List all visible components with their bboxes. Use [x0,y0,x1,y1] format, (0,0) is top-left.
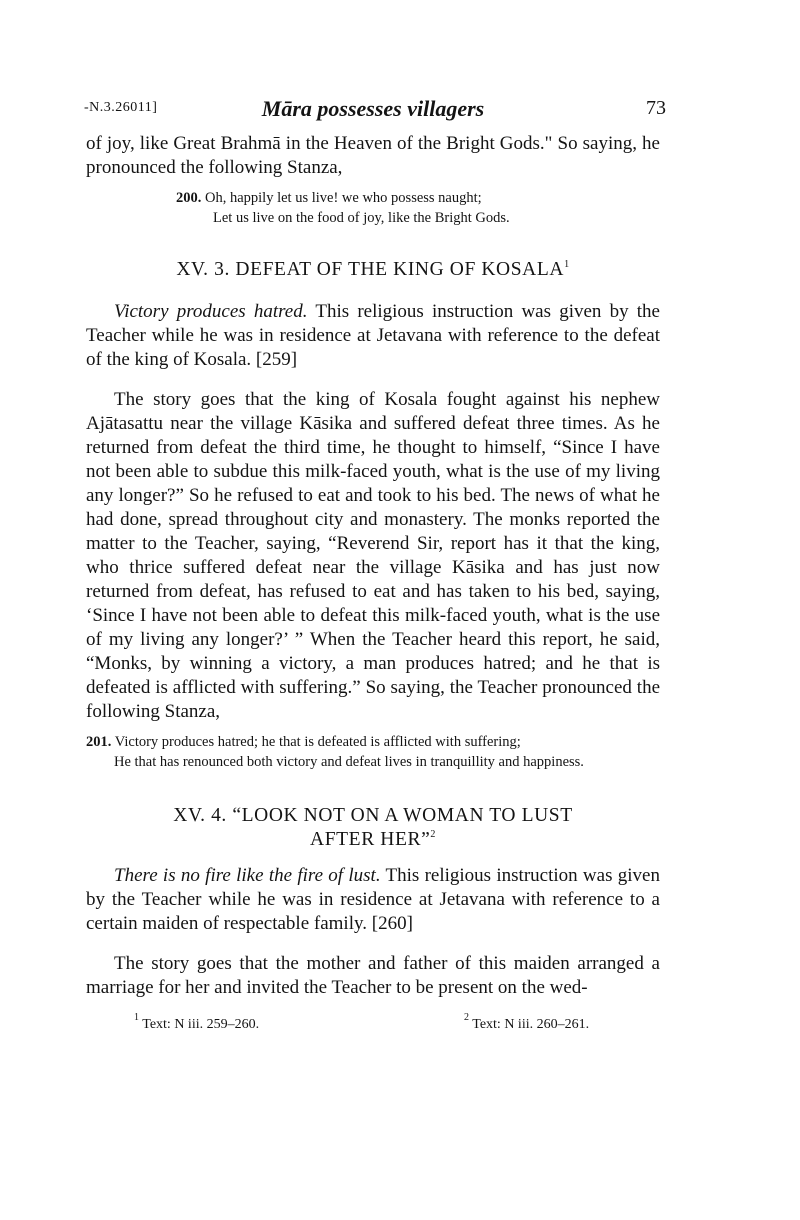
section-4-body: The story goes that the mother and father of this maiden arranged a marriage for her and invited the Teacher to be present on the wed- [86,953,660,998]
footnote-ref-1: 1 [564,259,570,270]
footnote-ref-2: 2 [430,829,436,840]
stanza-201 [86,732,666,772]
section-3-intro: Victory produces hatred. This religious instruction was given by the Teacher while he was in residence at Jetavana with reference to the defeat of the king of Kosala. [259] [86,301,660,370]
section-heading-3: XV. 3. DEFEAT OF THE KING OF KOSALA$^1$ [176,259,570,280]
section-heading-4: XV. 4. “LOOK NOT ON A WOMAN TO LUST AFTER HER”$^2$ [173,805,573,850]
footnotes [134,1012,660,1034]
page-number: 73 [646,97,666,119]
paragraph-continuation: of joy, like Great Brahmā in the Heaven of the Bright Gods." So saying, he pronounced the following Stanza, [86,133,660,178]
running-header [84,96,666,126]
stanza-200 [176,188,660,228]
footnote-1: $^1$ Text: N iii. 259–260. [134,1012,260,1032]
stanza-200-line-2: Let us live on the food of joy, like the Bright Gods. [213,210,510,226]
header-title: Māra possesses villagers [261,96,485,121]
stanza-201-line-2: He that has renounced both victory and defeat lives in tranquillity and happiness. [114,754,584,770]
stanza-200-number: 200. [176,190,202,206]
stanza-201-number: 201. [86,734,112,750]
section-3-body: The story goes that the king of Kosala fought against his nephew Ajātasattu near the village Kāsika and suffered defeat three times. As he returned from defeat the third time, he thought to himself, “Since I have not been able to subdue this milk-faced youth, what is the use of my living any longer?” So he refused to eat and took to his bed. The news of what he had done, spread throughout city and monastery. The monks reported the matter to the Teacher, saying, “Reverend Sir, report has it that the king, who thrice suffered defeat near the village Kāsika and has just now returned from defeat, has refused to eat and has taken to his bed, saying, ‘Since I have not been able to defeat this milk-faced youth, what is the use of my living any longer?’ ” When the Teacher heard this report, he said, “Monks, by winning a victory, a man produces hatred; and he that is defeated is afflicted with suffering.” So saying, the Teacher pronounced the following Stanza, [86,389,660,722]
header-reference: -N.3.26011] [84,100,158,115]
stanza-200-line-1: 200. Oh, happily let us live! we who possess naught; [176,190,482,206]
stanza-201-line-1: 201. Victory produces hatred; he that is defeated is afflicted with suffering; [86,734,521,750]
page [84,96,666,1034]
section-4-intro: There is no fire like the fire of lust. This religious instruction was given by the Teacher while he was in residence at Jetavana with reference to a certain maiden of respectable family. [260] [86,865,660,934]
footnote-2: $^2$ Text: N iii. 260–261. [464,1012,590,1032]
